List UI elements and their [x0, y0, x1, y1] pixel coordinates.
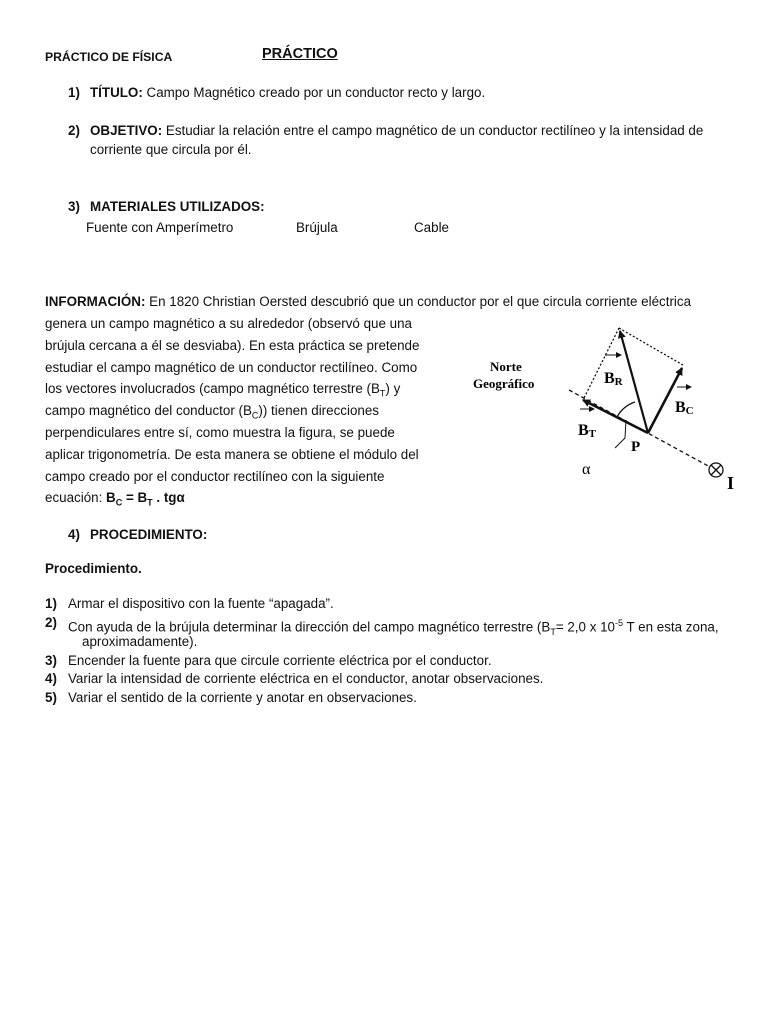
info-line [45, 380, 445, 402]
step-2-text-c: T en esta zona, [623, 619, 719, 635]
procedimiento-title: Procedimiento. [45, 561, 142, 576]
step-5-text: Variar el sentido de la corriente y anotar en observaciones. [68, 690, 417, 705]
info-line-4-sub: T [379, 389, 386, 400]
header-center-title: PRÁCTICO [262, 46, 338, 62]
eq-b1: B [106, 490, 116, 506]
step-2-number: 2) [45, 615, 57, 630]
header-left: PRÁCTICO DE FÍSICA [45, 50, 173, 64]
informacion-line1 [45, 293, 691, 312]
materiales-label: MATERIALES UTILIZADOS: [90, 199, 265, 214]
bt-label [578, 422, 597, 440]
step-5-number: 5) [45, 690, 57, 705]
step-1-number: 1) [45, 596, 57, 611]
step-2-continuation: aproximadamente). [82, 634, 198, 649]
material-item-cable: Cable [414, 220, 449, 235]
section-2-number: 2) [68, 123, 80, 138]
step-2-sub: T [550, 627, 556, 638]
info-line: estudiar el campo magnético de un conductor rectilíneo. Como [45, 359, 418, 375]
section-titulo [90, 84, 485, 103]
section-4-number: 4) [68, 527, 80, 542]
info-line-9-text: ecuación: [45, 490, 107, 506]
info-line-equation [45, 489, 445, 511]
bc-label-sub: C [685, 405, 694, 417]
br-vector-arrow [620, 331, 648, 433]
point-p-label: P [631, 439, 641, 455]
bt-label-main: B [578, 422, 589, 439]
eq-mid: = B [122, 490, 148, 506]
titulo-label: TÍTULO: [90, 85, 143, 100]
br-label-main: B [604, 370, 615, 387]
alpha-angle-arc [617, 402, 635, 417]
informacion-body [45, 315, 445, 511]
current-i-label: I [727, 473, 735, 493]
br-label-sub: R [614, 376, 623, 388]
bt-label-sub: T [588, 428, 597, 440]
section-3-number: 3) [68, 199, 80, 214]
material-item-fuente: Fuente con Amperímetro [86, 220, 234, 235]
bc-label [675, 399, 694, 417]
section-1-number: 1) [68, 85, 80, 100]
titulo-text: Campo Magnético creado por un conductor recto y largo. [142, 85, 486, 100]
dotted-edge-left [583, 328, 619, 400]
br-label [604, 370, 624, 388]
vector-diagram [465, 320, 755, 500]
step-4-number: 4) [45, 671, 57, 686]
info-line-4-end: ) y [385, 381, 401, 397]
info-line: campo creado por el conductor rectilíneo con la siguiente [45, 468, 385, 484]
info-line: genera un campo magnético a su alrededor (observó que una [45, 316, 412, 331]
step-2-text-a: Con ayuda de la brújula determinar la dirección del campo magnético terrestre (B [68, 619, 551, 635]
material-item-brujula: Brújula [296, 220, 338, 235]
informacion-label: INFORMACIÓN: [45, 294, 146, 309]
step-3-number: 3) [45, 653, 57, 668]
informacion-text-1: En 1820 Christian Oersted descubrió que un conductor por el que circula corriente eléctrica [145, 294, 692, 309]
info-line [45, 402, 445, 424]
procedimiento-header-label: PROCEDIMIENTO: [90, 527, 208, 542]
alpha-label: α [582, 461, 591, 478]
info-line-4-text: los vectores involucrados (campo magnético terrestre (B [45, 381, 380, 397]
step-4-text: Variar la intensidad de corriente eléctrica en el conductor, anotar observaciones. [68, 671, 544, 686]
objetivo-label: OBJETIVO: [90, 123, 163, 138]
bc-label-main: B [675, 399, 686, 416]
info-line-5-sub: C [251, 410, 259, 421]
info-line-5-end: )) tienen direcciones [258, 403, 379, 419]
eq-s2: T [147, 498, 153, 509]
eq-end: . tgα [152, 490, 185, 506]
objetivo-text: Estudiar la relación entre el campo magnético de un conductor rectilíneo y la intensidad de [162, 123, 704, 138]
step-2-sup: -5 [615, 618, 624, 628]
step-3-text: Encender la fuente para que circule corriente eléctrica por el conductor. [68, 653, 492, 668]
info-line-5-text: campo magnético del conductor (B [45, 403, 252, 419]
step-2-text-b: = 2,0 x 10 [555, 619, 615, 635]
section-objetivo-line2: corriente que circula por él. [90, 142, 252, 157]
norte-label-2: Geográfico [473, 376, 535, 391]
info-line: perpendiculares entre sí, como muestra la figura, se puede [45, 424, 395, 440]
step-1-text: Armar el dispositivo con la fuente “apagada”. [68, 596, 334, 611]
equation [106, 490, 185, 509]
section-objetivo-line1 [90, 122, 703, 141]
info-line: brújula cercana a él se desviaba). En esta práctica se pretende [45, 337, 420, 353]
info-line: aplicar trigonometría. De esta manera se obtiene el módulo del [45, 446, 419, 462]
alpha-leader-line [615, 420, 626, 448]
norte-label-1: Norte [490, 359, 522, 374]
eq-s1: C [115, 498, 123, 509]
